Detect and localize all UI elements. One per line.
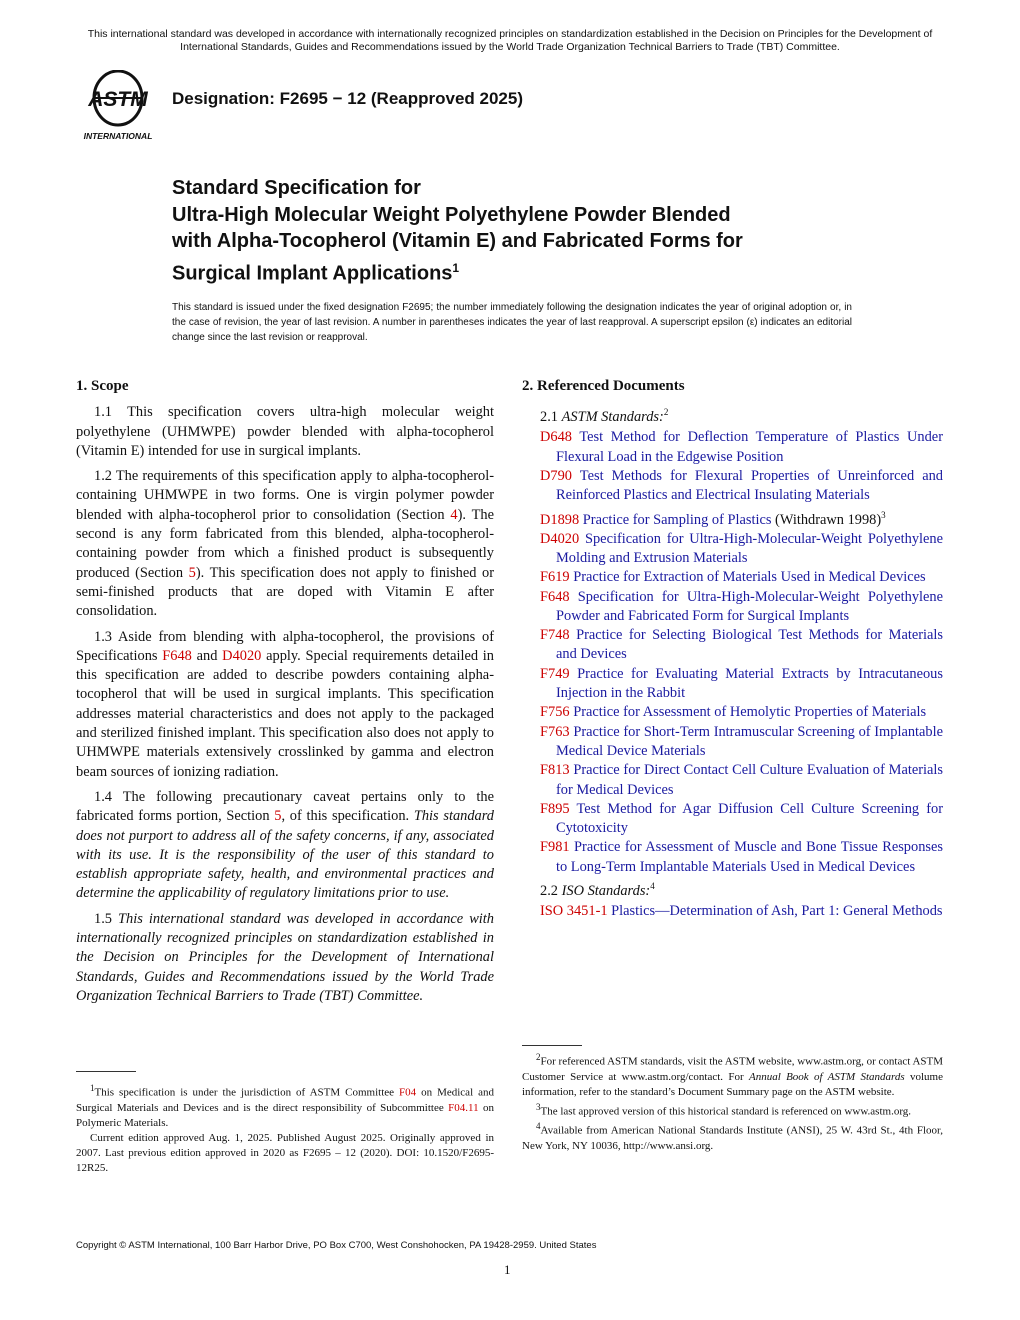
referenced-documents-column: [522, 377, 943, 921]
reference-item: [522, 428, 943, 467]
astm-standards-label: 2.1 ASTM Standards:$^2$: [540, 407, 669, 426]
reference-title-link[interactable]: Practice for Selecting Biological Test Methods for Materials and Devices: [556, 627, 943, 663]
issued-note: This standard is issued under the fixed designation F2695; the number immediately following the designation indicates the year of original adoption or, in the case of revision, the year of last revision. A number in parentheses indicates the year of last reapproval. A superscript epsilon (ε) indicates an editorial change since the last revision or reapproval.: [172, 302, 852, 343]
f648-link[interactable]: F648: [162, 647, 192, 664]
f04-link[interactable]: F04: [399, 1086, 417, 1099]
reference-title-link[interactable]: Test Methods for Flexural Properties of Unreinforced and Reinforced Plastics and Electrical Insulating Materials: [556, 467, 943, 504]
reference-note: (Withdrawn 1998): [771, 511, 882, 528]
reference-item: [522, 761, 943, 800]
reference-code-link[interactable]: F749: [540, 665, 570, 682]
scope-paragraph-1-5: 1.5 This international standard was developed in accordance with internationally recognized principles on standardization established in the Decision on Principles for the Development of International Standards, Guides and Recommendations issued by the World Trade Organization Technical Barriers to Trade (TBT) Committee.: [76, 910, 494, 1004]
section-4-link[interactable]: 4: [450, 506, 458, 523]
reference-code-link[interactable]: F763: [540, 723, 570, 740]
astm-reference-list: [522, 428, 943, 877]
scope-paragraph-1-1: 1.1 This specification covers ultra-high molecular weight polyethylene (UHMWPE) powder blended with alpha-tocopherol (Vitamin E) intended for use in surgical implants.: [76, 404, 494, 459]
reference-title-link[interactable]: Plastics—Determination of Ash, Part 1: General Methods: [611, 903, 943, 920]
reference-title-link[interactable]: Practice for Assessment of Hemolytic Properties of Materials: [573, 704, 927, 721]
right-footnote-rule: [522, 1045, 582, 1046]
scope-heading: 1. Scope: [76, 378, 129, 394]
title-line-1: Standard Specification for: [172, 177, 421, 199]
iso-standards-label: 2.2 ISO Standards:$^4$: [540, 881, 655, 899]
page-number: 1: [504, 1262, 511, 1277]
footnote-4: $^4$Available from American National Standards Institute (ANSI), 25 W. 43rd St., 4th Floor, New York, NY 10036, http://www.ansi.org.: [522, 1121, 943, 1152]
title-footnote-mark: 1: [452, 260, 460, 275]
footnote-3: $^3$The last approved version of this historical standard is referenced on www.astm.org.: [536, 1101, 912, 1118]
reference-title-link[interactable]: Practice for Sampling of Plastics: [582, 511, 772, 528]
reference-title-link[interactable]: Practice for Evaluating Material Extracts by Intracutaneous Injection in the Rabbit: [556, 665, 943, 702]
reference-title-link[interactable]: Specification for Ultra-High-Molecular-Weight Polyethylene Powder and Fabricated Form for Surgical Implants: [556, 588, 943, 624]
reference-item: [522, 723, 943, 762]
logo-caption: INTERNATIONAL: [83, 131, 153, 141]
reference-title-link[interactable]: Practice for Short-Term Intramuscular Screening of Implantable Medical Device Materials: [556, 723, 943, 759]
footnote-2: $^2$For referenced ASTM standards, visit the ASTM website, www.astm.org, or contact ASTM Customer Service at www.astm.org/contact. For Annual Book of ASTM Standards volume information, refer to the standard’s Document Summary page on the ASTM website.: [522, 1052, 943, 1098]
reference-code-link[interactable]: F756: [540, 704, 570, 721]
title-line-2: Ultra-High Molecular Weight Polyethylene Powder Blended: [172, 203, 731, 226]
reference-title-link[interactable]: Practice for Extraction of Materials Used in Medical Devices: [573, 569, 926, 586]
reference-item: [522, 467, 943, 506]
section-5-link-2[interactable]: 5: [274, 808, 282, 825]
reference-title-link[interactable]: Test Method for Deflection Temperature of Plastics Under Flexural Load in the Edgewise Position: [556, 429, 943, 465]
d4020-link[interactable]: D4020: [222, 647, 262, 664]
title-line-4: Surgical Implant Applications$^1$: [172, 260, 460, 285]
astm-logo: [76, 70, 160, 144]
reference-code-link[interactable]: F748: [540, 627, 570, 644]
left-footnote-rule: [76, 1071, 136, 1072]
reference-item: [522, 665, 943, 704]
reference-code-link[interactable]: F813: [540, 762, 570, 779]
reference-item: [522, 506, 943, 530]
reference-code-link[interactable]: F895: [540, 800, 570, 817]
copyright: Copyright © ASTM International, 100 Barr Harbor Drive, PO Box C700, West Conshohocken, PA 19428-2959. United States: [76, 1240, 597, 1251]
reference-code-link[interactable]: F648: [540, 588, 570, 605]
reference-item: [522, 588, 943, 627]
references-heading: 2. Referenced Documents: [522, 378, 685, 394]
reference-code-link[interactable]: D648: [540, 429, 572, 446]
reference-code-link[interactable]: F981: [540, 839, 570, 856]
scope-paragraph-1-4: 1.4 The following precautionary caveat pertains only to the fabricated forms portion, Section 5, of this specification. This standard does not purport to address all of the safety concerns, if any, associated with its use. It is the responsibility of the user of this standard to establish appropriate safety, health, and environmental practices and determine the applicability of regulatory limitations prior to use.: [76, 788, 494, 902]
reference-item: [522, 626, 943, 665]
reference-code-link[interactable]: D1898: [540, 511, 580, 528]
reference-code-link[interactable]: D4020: [540, 530, 580, 547]
iso-reference-list: [522, 902, 943, 921]
reference-item: [522, 838, 943, 877]
left-footnotes: [76, 1081, 494, 1176]
scope-paragraph-1-3: 1.3 Aside from blending with alpha-tocopherol, the provisions of Specifications F648 and D4020 apply. Special requirements detailed in this specification are added to describe powders containing alpha-tocopherol that will be used in surgical implants. This specification addresses material characteristics and does not apply to the packaged and sterilized finished implant. This specification also does not apply to UHMWPE materials extensively crosslinked by gamma and electron beam sources of ionizing radiation.: [76, 628, 494, 780]
reference-item: [522, 568, 943, 587]
designation: Designation: F2695 − 12 (Reapproved 2025): [172, 89, 523, 108]
footnote-1: $^1$This specification is under the jurisdiction of ASTM Committee F04 on Medical and Surgical Materials and Devices and is the direct responsibility of Subcommittee F04.11 on Polymeric Materials.: [76, 1083, 495, 1129]
reference-item: [522, 703, 943, 722]
logo-letters: ASTM: [88, 88, 148, 111]
reference-footnote-mark: 3: [881, 509, 886, 520]
right-footnotes: [522, 1050, 943, 1154]
document-title: [172, 175, 932, 287]
reference-title-link[interactable]: Test Method for Agar Diffusion Cell Culture Screening for Cytotoxicity: [556, 800, 943, 837]
footnote-1-edition: Current edition approved Aug. 1, 2025. Published August 2025. Originally approved in 2007. Last previous edition approved in 2020 as F2695 – 12 (2020). DOI: 10.1520/F2695-12R25.: [76, 1131, 494, 1174]
reference-title-link[interactable]: Practice for Assessment of Muscle and Bone Tissue Responses to Long-Term Implantable Materials Used in Medical Devices: [556, 839, 943, 875]
reference-code-link[interactable]: D790: [540, 467, 572, 484]
scope-column: [76, 377, 494, 1012]
reference-title-link[interactable]: Specification for Ultra-High-Molecular-Weight Polyethylene Molding and Extrusion Materials: [556, 530, 943, 566]
section-5-link[interactable]: 5: [188, 564, 196, 581]
f04-11-link[interactable]: F04.11: [448, 1101, 479, 1114]
reference-code-link[interactable]: ISO 3451-1: [540, 903, 608, 920]
reference-item: [522, 902, 943, 921]
top-notice: This international standard was developed in accordance with internationally recognized principles on standardization established in the Decision on Principles for the Development of International Standards, Guides and Recommendations issued by the World Trade Organization Technical Barriers to Trade (TBT) Committee.: [87, 28, 933, 53]
reference-item: [522, 800, 943, 839]
title-line-3: with Alpha-Tocopherol (Vitamin E) and Fabricated Forms for: [172, 230, 743, 252]
reference-title-link[interactable]: Practice for Direct Contact Cell Culture Evaluation of Materials for Medical Devices: [556, 762, 943, 798]
scope-paragraph-1-2: 1.2 The requirements of this specification apply to alpha-tocopherol-containing UHMWPE in two forms. One is virgin polymer powder blended with alpha-tocopherol prior to consolidation (Section 4). The second is any form fabricated from this blended, alpha-tocopherol-containing powder from which a finished product is subsequently produced (Section 5). This specification does not apply to finished or semi-finished products that are doped with Vitamin E after consolidation.: [76, 468, 495, 620]
reference-code-link[interactable]: F619: [540, 569, 570, 586]
reference-item: [522, 530, 943, 569]
